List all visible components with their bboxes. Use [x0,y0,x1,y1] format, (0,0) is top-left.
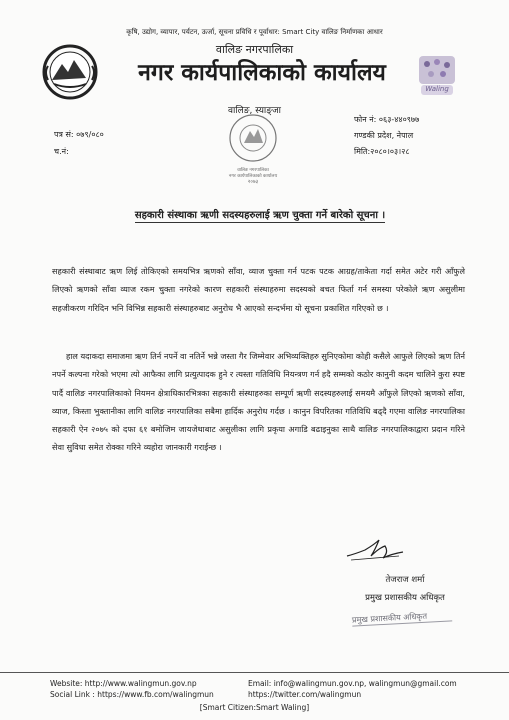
signatory-name: तेजराज शर्मा [385,575,425,585]
office-location: वालिङ, स्याङ्जा [227,106,282,116]
reference-number: पत्र सं: ०७९/०८० [54,130,104,139]
letter-date: मिति:२०८०।०३।२८ [354,147,410,156]
logo-text: Waling [425,85,449,93]
signatory-title: प्रमुख प्रशासकीय अधिकृत [365,593,445,603]
designation-stamp: प्रमुख प्रशासकीय अधिकृत [352,609,452,626]
province-name: गण्डकी प्रदेश, नेपाल [354,131,414,140]
footer-social-link[interactable]: Social Link : https://www.fb.com/walingmun [50,690,214,699]
signature-icon [345,536,405,562]
phone-number: फोन नं: ०६३-४४०९७७ [354,115,420,124]
seal-year: २०७३ [247,179,259,185]
subject-text: सहकारी संस्थाका ऋणी सदस्यहरुलाई ऋण चुक्ता गर्ने बारेको सूचना । [134,210,386,221]
body-paragraph-1: सहकारी संस्थाबाट ऋण लिई तोकिएको समयभित्र ऋणको साँवा, व्याज चुक्ता गर्न पटक पटक आग्रह/ताकेता गर्दा समेत अटेर गरी आँफुले लिएको ऋणको साँवा व्याज रकम चुक्ता नगरेको कारण सहकारी संस्थाहरुमा सदस्यको बचत फिर्ता गर्न समस्या परेकोले ऋण असुलीमा सहजीकरण गरिदिन भनि विभिन्न सहकारी संस्थाहरुबाट अनुरोध भै आएको सन्दर्भमा यो सूचना प्रकाशित गरिएको छ । [52,266,465,313]
footer-slogan: [Smart Citizen:Smart Waling] [199,703,310,712]
notice-subject [89,207,431,221]
seal-text-bottom: नगर कार्यपालिकाको कार्यालय [228,174,278,179]
municipality-name: वालिङ नगरपालिका [215,43,294,56]
footer-twitter[interactable]: https://twitter.com/walingmun [248,690,362,699]
header-tagline: कृषि, उद्योग, व्यापार, पर्यटन, ऊर्जा, सूचना प्रविधि र पूर्वाधार: Smart City वालिङ निर्माणका आधार [126,28,383,36]
office-title: नगर कार्यपालिकाको कार्यालय [138,59,386,86]
office-seal [218,113,288,185]
seal-icon [218,113,288,163]
dispatch-number: च.नं: [54,147,69,156]
seal-text-top: वालिङ नगरपालिका [237,168,269,173]
footer-divider [0,672,509,673]
footer-website[interactable]: Website: http://www.walingmun.gov.np [50,679,197,688]
body-paragraph-2: हाल यदाकदा समाजमा ऋण तिर्न नपर्ने वा नतिर्ने भन्ने जस्ता गैर जिम्मेवार अभिव्यक्तिहरु सुनिएकोमा कोही कसैले आफुले लिएको ऋण तिर्न नपर्ने कल्पना गरेको भएमा त्यो आफैका लागि प्रत्युत्पादक हुने र त्यस्ता गतिविधि नियन्त्रण गर्न हदै सम्मको कठोर कानुनी कदम चालिने कुरा स्पष्ट पार्दै वालिङ नगरपालिकाको नियमन क्षेत्राधिकारभित्रका सहकारी संस्थाहरुका सम्पूर्ण ऋणी सदस्यहरुलाई समयमै आँफुले लिएको ऋणको साँवा, व्याज, किस्ता भुक्तानीका लागि वालिङ नगरपालिका सबैमा हार्दिक अनुरोध गर्दछ । कानुन विपरितका गतिविधि बढ्दै गएमा वालिङ नगरपालिका सहकारी ऐन २०७५ को दफा ६१ बमोजिम जायजेथाबाट असुलीका लागि प्रकृया अगाडि बढाइनुका साथै वालिङ नगरपालिकाद्वारा प्रदान गरिने सेवा सुविधा समेत रोक्का गरिने व्यहोरा जानकारी गराईन्छ । [52,351,465,453]
footer-email[interactable]: Email: info@walingmun.gov.np, walingmun@gmail.com [248,679,457,688]
